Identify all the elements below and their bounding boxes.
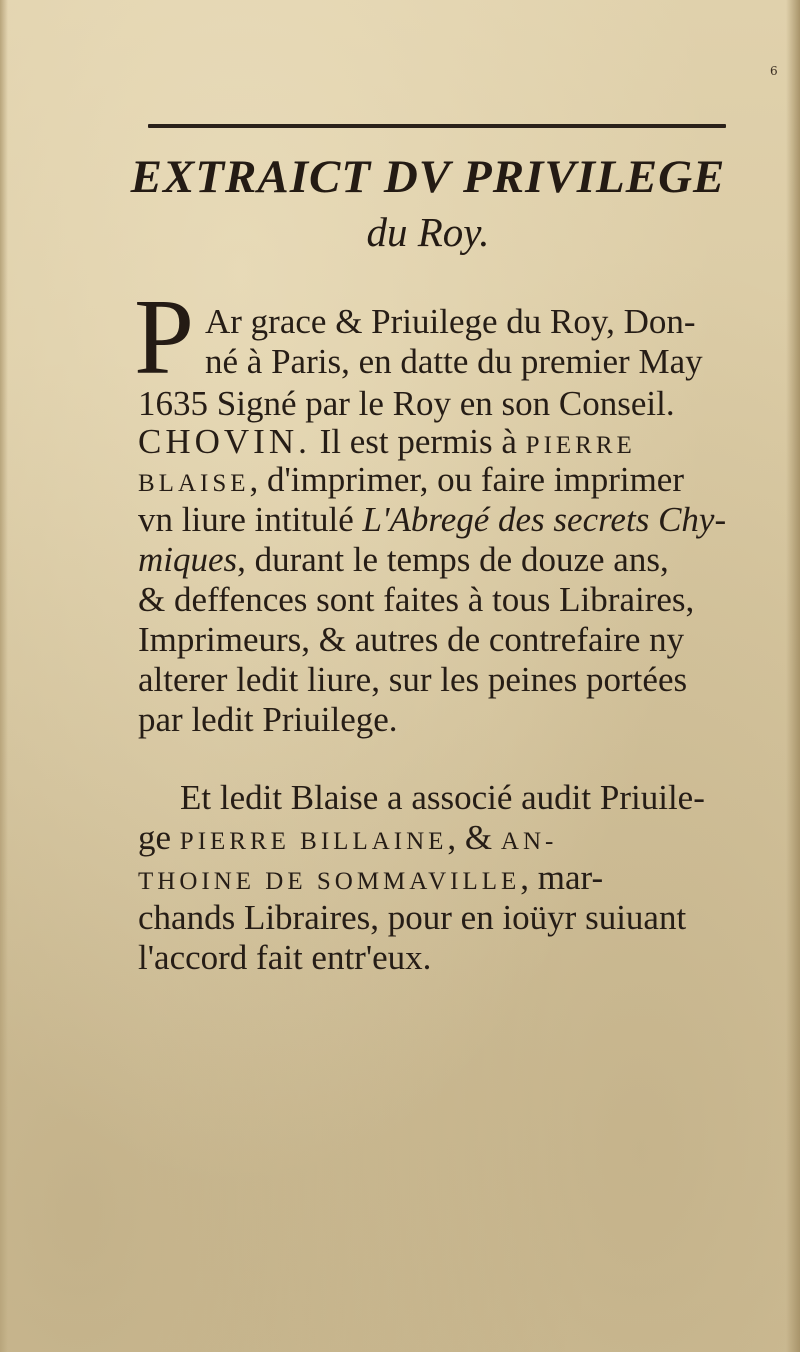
name-anthoine-de-sommaville: THOINE DE SOMMAVILLE — [138, 868, 521, 895]
text-line: alterer ledit liure, sur les peines portées — [138, 660, 688, 699]
text-fragment: Il est permis à — [310, 422, 526, 461]
text-line — [138, 500, 726, 540]
name-pierre: PIERRE — [525, 432, 636, 459]
text-fragment: , d'imprimer, ou faire imprimer — [249, 460, 684, 499]
text-line — [138, 858, 603, 902]
text-line — [138, 818, 557, 862]
text-line: Imprimeurs, & autres de contrefaire ny — [138, 620, 685, 659]
text-line: né à Paris, en datte du premier May — [205, 342, 703, 381]
book-title: L'Abregé des secrets Chy- — [362, 500, 727, 539]
text-fragment: , mar- — [520, 858, 604, 897]
text-line: l'accord fait entr'eux. — [138, 938, 432, 977]
text-line: chands Libraires, pour en ioüyr suiuant — [138, 898, 687, 937]
name-blaise: BLAISE — [138, 470, 250, 497]
page-subtitle: du Roy. — [366, 209, 490, 255]
text-fragment: vn liure intitulé — [138, 500, 363, 539]
text-line: 1635 Signé par le Roy en son Conseil. — [138, 384, 675, 423]
signatory-name: CHOVIN. — [138, 422, 311, 461]
name-anthoine-start: AN- — [500, 828, 558, 855]
text-fragment: , & — [447, 818, 501, 857]
text-line: & deffences sont faites à tous Libraires, — [138, 580, 695, 619]
text-line: Et ledit Blaise a associé audit Priuile- — [180, 778, 705, 817]
text-line: par ledit Priuilege. — [138, 700, 398, 739]
text-line: Ar grace & Priuilege du Roy, Don- — [205, 302, 696, 341]
text-fragment: , durant le temps de douze ans, — [237, 540, 669, 579]
drop-cap: P — [134, 278, 195, 397]
text-fragment: ge — [138, 818, 180, 857]
book-title-cont: miques — [138, 540, 238, 579]
text-line — [138, 540, 669, 580]
name-pierre-billaine: PIERRE BILLAINE — [179, 828, 448, 855]
page-title: EXTRAICT DV PRIVILEGE — [130, 151, 726, 203]
page-mark: 6 — [770, 64, 778, 78]
text-line — [138, 460, 684, 504]
